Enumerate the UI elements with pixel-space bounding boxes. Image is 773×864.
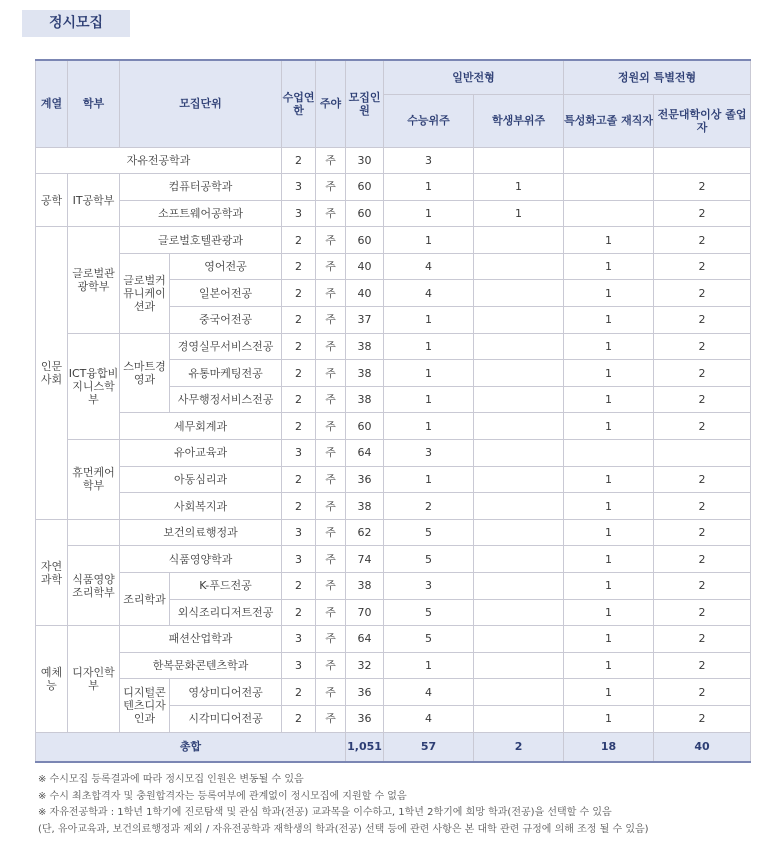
cell-vocational xyxy=(564,200,654,227)
table-row xyxy=(36,174,751,201)
table-row xyxy=(36,546,751,573)
cell-vocational: 1 xyxy=(564,333,654,360)
cell-college: 2 xyxy=(654,174,751,201)
unit-name: 컴퓨터공학과 xyxy=(120,174,282,201)
header-daynight: 주야 xyxy=(316,60,346,147)
cell-record xyxy=(474,307,564,334)
cell-college: 2 xyxy=(654,227,751,254)
cell-daynight: 주 xyxy=(316,466,346,493)
cell-daynight: 주 xyxy=(316,546,346,573)
cell-vocational: 1 xyxy=(564,679,654,706)
cell-daynight: 주 xyxy=(316,573,346,600)
cell-years: 2 xyxy=(282,705,316,732)
cell-quota: 70 xyxy=(346,599,384,626)
admission-table xyxy=(35,59,751,763)
table-row xyxy=(36,493,751,520)
cell-quota: 62 xyxy=(346,519,384,546)
cell-quota: 36 xyxy=(346,466,384,493)
group-it: IT공학부 xyxy=(68,174,120,227)
cell-daynight: 주 xyxy=(316,333,346,360)
cell-record xyxy=(474,360,564,387)
cell-suneung: 3 xyxy=(384,147,474,174)
cell-suneung: 4 xyxy=(384,280,474,307)
group-human: 휴먼케어학부 xyxy=(68,440,120,520)
unit-name: 자유전공학과 xyxy=(36,147,282,174)
cell-quota: 32 xyxy=(346,652,384,679)
cell-quota: 40 xyxy=(346,280,384,307)
total-label: 총합 xyxy=(36,732,346,762)
group-global: 글로벌관광학부 xyxy=(68,227,120,333)
cell-vocational: 1 xyxy=(564,386,654,413)
total-vocational: 18 xyxy=(564,732,654,762)
unit-name: 경영실무서비스전공 xyxy=(170,333,282,360)
cell-daynight: 주 xyxy=(316,200,346,227)
cell-years: 2 xyxy=(282,147,316,174)
group-digital: 디지털콘텐츠디자인과 xyxy=(120,679,170,732)
cell-daynight: 주 xyxy=(316,413,346,440)
table-row xyxy=(36,227,751,254)
unit-name: 일본어전공 xyxy=(170,280,282,307)
cell-college: 2 xyxy=(654,519,751,546)
cell-college: 2 xyxy=(654,599,751,626)
cell-vocational xyxy=(564,174,654,201)
cell-vocational: 1 xyxy=(564,413,654,440)
cell-years: 2 xyxy=(282,679,316,706)
header-dept: 학부 xyxy=(68,60,120,147)
table-row xyxy=(36,519,751,546)
cell-daynight: 주 xyxy=(316,493,346,520)
cell-record xyxy=(474,573,564,600)
cell-record xyxy=(474,413,564,440)
cell-suneung: 1 xyxy=(384,386,474,413)
cell-college: 2 xyxy=(654,413,751,440)
cell-daynight: 주 xyxy=(316,280,346,307)
cell-suneung: 1 xyxy=(384,200,474,227)
cell-quota: 38 xyxy=(346,333,384,360)
cell-college: 2 xyxy=(654,253,751,280)
cell-years: 2 xyxy=(282,360,316,387)
cell-quota: 38 xyxy=(346,573,384,600)
cell-record: 1 xyxy=(474,200,564,227)
unit-name: 식품영양학과 xyxy=(120,546,282,573)
empty-cell xyxy=(68,519,120,546)
cell-vocational: 1 xyxy=(564,626,654,653)
unit-name: 외식조리디저트전공 xyxy=(170,599,282,626)
cell-vocational: 1 xyxy=(564,573,654,600)
cell-college xyxy=(654,147,751,174)
group-engineering: 공학 xyxy=(36,174,68,227)
unit-name: 한복문화콘텐츠학과 xyxy=(120,652,282,679)
cell-vocational: 1 xyxy=(564,652,654,679)
cell-daynight: 주 xyxy=(316,360,346,387)
cell-suneung: 5 xyxy=(384,546,474,573)
total-record: 2 xyxy=(474,732,564,762)
cell-suneung: 1 xyxy=(384,652,474,679)
cell-college: 2 xyxy=(654,386,751,413)
cell-suneung: 1 xyxy=(384,466,474,493)
cell-daynight: 주 xyxy=(316,679,346,706)
group-humanities: 인문사회 xyxy=(36,227,68,520)
cell-college: 2 xyxy=(654,546,751,573)
cell-vocational: 1 xyxy=(564,519,654,546)
cell-years: 2 xyxy=(282,253,316,280)
cell-college: 2 xyxy=(654,573,751,600)
cell-suneung: 2 xyxy=(384,493,474,520)
unit-name: 영어전공 xyxy=(170,253,282,280)
header-years: 수업연한 xyxy=(282,60,316,147)
cell-vocational: 1 xyxy=(564,599,654,626)
cell-years: 2 xyxy=(282,227,316,254)
cell-years: 2 xyxy=(282,413,316,440)
cell-daynight: 주 xyxy=(316,705,346,732)
cell-record xyxy=(474,599,564,626)
notes xyxy=(38,772,768,838)
total-suneung: 57 xyxy=(384,732,474,762)
cell-quota: 37 xyxy=(346,307,384,334)
table-row xyxy=(36,679,751,706)
cell-years: 3 xyxy=(282,440,316,467)
cell-suneung: 1 xyxy=(384,174,474,201)
cell-record xyxy=(474,519,564,546)
unit-name: 패션산업학과 xyxy=(120,626,282,653)
unit-name: 사무행정서비스전공 xyxy=(170,386,282,413)
cell-record xyxy=(474,705,564,732)
cell-suneung: 4 xyxy=(384,705,474,732)
cell-years: 3 xyxy=(282,174,316,201)
table-row xyxy=(36,147,751,174)
cell-college: 2 xyxy=(654,307,751,334)
header-suneung: 수능위주 xyxy=(384,94,474,147)
cell-daynight: 주 xyxy=(316,599,346,626)
cell-suneung: 3 xyxy=(384,573,474,600)
group-cook: 조리학과 xyxy=(120,573,170,626)
cell-suneung: 1 xyxy=(384,413,474,440)
note-item: ※ 수시 최초합격자 및 충원합격자는 등록여부에 관계없이 정시모집에 지원할 수 없음 xyxy=(38,790,407,802)
cell-college: 2 xyxy=(654,493,751,520)
cell-record xyxy=(474,466,564,493)
cell-college: 2 xyxy=(654,705,751,732)
cell-college: 2 xyxy=(654,679,751,706)
cell-quota: 38 xyxy=(346,386,384,413)
cell-quota: 60 xyxy=(346,200,384,227)
unit-name: 영상미디어전공 xyxy=(170,679,282,706)
cell-daynight: 주 xyxy=(316,253,346,280)
cell-years: 2 xyxy=(282,280,316,307)
cell-record xyxy=(474,493,564,520)
cell-quota: 40 xyxy=(346,253,384,280)
group-food: 식품영양조리학부 xyxy=(68,546,120,626)
cell-daynight: 주 xyxy=(316,519,346,546)
cell-college: 2 xyxy=(654,360,751,387)
cell-years: 2 xyxy=(282,493,316,520)
cell-vocational: 1 xyxy=(564,360,654,387)
table-row xyxy=(36,333,751,360)
cell-vocational: 1 xyxy=(564,307,654,334)
cell-record xyxy=(474,386,564,413)
cell-college xyxy=(654,440,751,467)
cell-college: 2 xyxy=(654,333,751,360)
cell-years: 3 xyxy=(282,652,316,679)
unit-name: 보건의료행정과 xyxy=(120,519,282,546)
note-item: (단, 유아교육과, 보건의료행정과 제외 / 자유전공학과 재학생의 학과(전공) 선택 등에 관련 사항은 본 대학 관련 규정에 의해 조정 될 수 있음) xyxy=(38,823,649,835)
cell-daynight: 주 xyxy=(316,227,346,254)
cell-years: 2 xyxy=(282,307,316,334)
unit-name: 글로벌호텔관광과 xyxy=(120,227,282,254)
unit-name: 세무회계과 xyxy=(120,413,282,440)
group-ict: ICT융합비지니스학부 xyxy=(68,333,120,439)
cell-vocational: 1 xyxy=(564,705,654,732)
cell-suneung: 1 xyxy=(384,360,474,387)
unit-name: 소프트웨어공학과 xyxy=(120,200,282,227)
header-field: 계열 xyxy=(36,60,68,147)
cell-record: 1 xyxy=(474,174,564,201)
table-row xyxy=(36,652,751,679)
cell-quota: 38 xyxy=(346,360,384,387)
cell-suneung: 1 xyxy=(384,227,474,254)
cell-vocational xyxy=(564,440,654,467)
unit-name: 유통마케팅전공 xyxy=(170,360,282,387)
cell-college: 2 xyxy=(654,626,751,653)
cell-quota: 60 xyxy=(346,227,384,254)
cell-record xyxy=(474,280,564,307)
cell-years: 3 xyxy=(282,546,316,573)
cell-vocational: 1 xyxy=(564,493,654,520)
cell-quota: 30 xyxy=(346,147,384,174)
header-quota: 모집인원 xyxy=(346,60,384,147)
cell-quota: 36 xyxy=(346,679,384,706)
table-row xyxy=(36,440,751,467)
cell-daynight: 주 xyxy=(316,440,346,467)
cell-record xyxy=(474,626,564,653)
header-general: 일반전형 xyxy=(384,60,564,94)
cell-record xyxy=(474,253,564,280)
cell-vocational: 1 xyxy=(564,227,654,254)
cell-vocational xyxy=(564,147,654,174)
group-design: 디자인학부 xyxy=(68,626,120,732)
table-row xyxy=(36,413,751,440)
cell-daynight: 주 xyxy=(316,652,346,679)
unit-name: 중국어전공 xyxy=(170,307,282,334)
cell-suneung: 1 xyxy=(384,307,474,334)
note-item: ※ 자유전공학과 : 1학년 1학기에 진로탐색 및 관심 학과(전공) 교과목을 이수하고, 1학년 2학기에 희망 학과(전공)을 선택할 수 있음 xyxy=(38,807,612,818)
table-row xyxy=(36,626,751,653)
cell-years: 2 xyxy=(282,573,316,600)
cell-vocational: 1 xyxy=(564,546,654,573)
cell-college: 2 xyxy=(654,466,751,493)
cell-quota: 60 xyxy=(346,174,384,201)
page-title: 정시모집 xyxy=(22,10,130,37)
cell-record xyxy=(474,227,564,254)
cell-daynight: 주 xyxy=(316,147,346,174)
cell-suneung: 5 xyxy=(384,519,474,546)
cell-record xyxy=(474,652,564,679)
cell-years: 3 xyxy=(282,626,316,653)
cell-quota: 60 xyxy=(346,413,384,440)
cell-record xyxy=(474,440,564,467)
cell-college: 2 xyxy=(654,200,751,227)
cell-college: 2 xyxy=(654,652,751,679)
cell-suneung: 4 xyxy=(384,253,474,280)
table-row xyxy=(36,253,751,280)
cell-vocational: 1 xyxy=(564,253,654,280)
total-quota: 1,051 xyxy=(346,732,384,762)
cell-suneung: 5 xyxy=(384,626,474,653)
note-item: ※ 수시모집 등록결과에 따라 정시모집 인원은 변동될 수 있음 xyxy=(38,774,304,785)
unit-name: 유아교육과 xyxy=(120,440,282,467)
unit-name: 시각미디어전공 xyxy=(170,705,282,732)
cell-daynight: 주 xyxy=(316,174,346,201)
cell-daynight: 주 xyxy=(316,307,346,334)
cell-record xyxy=(474,147,564,174)
cell-suneung: 3 xyxy=(384,440,474,467)
total-college: 40 xyxy=(654,732,751,762)
cell-years: 2 xyxy=(282,599,316,626)
cell-record xyxy=(474,333,564,360)
header-unit: 모집단위 xyxy=(120,60,282,147)
cell-years: 2 xyxy=(282,333,316,360)
cell-vocational: 1 xyxy=(564,280,654,307)
cell-quota: 38 xyxy=(346,493,384,520)
cell-years: 3 xyxy=(282,519,316,546)
cell-vocational: 1 xyxy=(564,466,654,493)
group-smart: 스마트경영과 xyxy=(120,333,170,413)
cell-quota: 74 xyxy=(346,546,384,573)
cell-quota: 36 xyxy=(346,705,384,732)
cell-years: 2 xyxy=(282,466,316,493)
unit-name: K-푸드전공 xyxy=(170,573,282,600)
group-arts: 예체능 xyxy=(36,626,68,732)
cell-suneung: 1 xyxy=(384,333,474,360)
total-row xyxy=(36,732,751,762)
cell-record xyxy=(474,679,564,706)
cell-quota: 64 xyxy=(346,626,384,653)
unit-name: 아동심리과 xyxy=(120,466,282,493)
header-record: 학생부위주 xyxy=(474,94,564,147)
header-college: 전문대학이상 졸업자 xyxy=(654,94,751,147)
group-science: 자연과학 xyxy=(36,519,68,625)
unit-name: 사회복지과 xyxy=(120,493,282,520)
cell-record xyxy=(474,546,564,573)
table-row xyxy=(36,466,751,493)
cell-daynight: 주 xyxy=(316,386,346,413)
cell-years: 3 xyxy=(282,200,316,227)
cell-suneung: 4 xyxy=(384,679,474,706)
cell-years: 2 xyxy=(282,386,316,413)
cell-daynight: 주 xyxy=(316,626,346,653)
table-row xyxy=(36,200,751,227)
cell-quota: 64 xyxy=(346,440,384,467)
header-special: 정원외 특별전형 xyxy=(564,60,751,94)
header-vocational: 특성화고졸 재직자 xyxy=(564,94,654,147)
cell-college: 2 xyxy=(654,280,751,307)
table-row xyxy=(36,573,751,600)
group-globalcomm: 글로벌커뮤니케이션과 xyxy=(120,253,170,333)
cell-suneung: 5 xyxy=(384,599,474,626)
